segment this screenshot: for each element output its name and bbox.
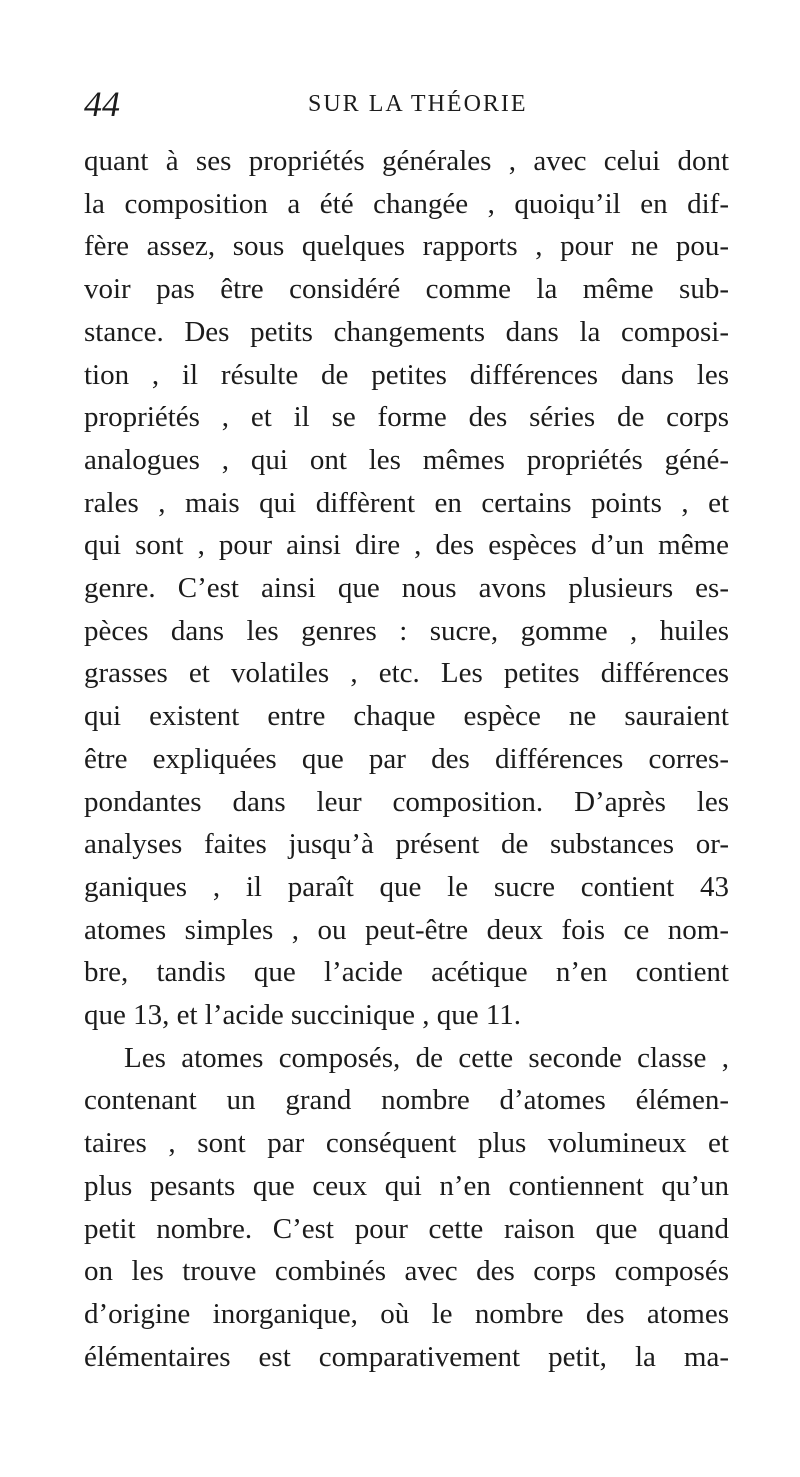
text-line: fère assez, sous quelques rapports , pour ne pou-	[84, 230, 729, 263]
text-line: ganiques , il paraît que le sucre contient 43	[84, 870, 729, 903]
text-line: que 13, et l’acide succinique , que 11.	[84, 999, 521, 1032]
text-line: pèces dans les genres : sucre, gomme , huiles	[84, 614, 729, 647]
text-line: genre. C’est ainsi que nous avons plusieurs es-	[84, 572, 729, 605]
text-line: bre, tandis que l’acide acétique n’en contient	[84, 956, 729, 989]
text-line: pondantes dans leur composition. D’après les	[84, 785, 729, 818]
text-line: analogues , qui ont les mêmes propriétés géné-	[84, 443, 729, 476]
page-header	[84, 84, 724, 124]
text-line: petit nombre. C’est pour cette raison que quand	[84, 1212, 729, 1245]
text-line: rales , mais qui diffèrent en certains points , et	[84, 486, 729, 519]
text-line: contenant un grand nombre d’atomes élémen-	[84, 1084, 729, 1117]
text-line: taires , sont par conséquent plus volumineux et	[84, 1127, 729, 1160]
text-line: plus pesants que ceux qui n’en contiennent qu’un	[84, 1169, 729, 1202]
text-line: atomes simples , ou peut-être deux fois ce nom-	[84, 913, 729, 946]
text-line: analyses faites jusqu’à présent de substances or-	[84, 828, 729, 861]
text-line: quant à ses propriétés générales , avec celui dont	[84, 145, 729, 177]
text-line: stance. Des petits changements dans la composi-	[84, 315, 729, 348]
running-title: SUR LA THÉORIE	[308, 91, 528, 117]
page-number: 44	[84, 84, 120, 124]
text-line: grasses et volatiles , etc. Les petites différences	[84, 657, 729, 690]
text-line: on les trouve combinés avec des corps composés	[84, 1255, 729, 1288]
body-text	[84, 140, 729, 1378]
text-line: être expliquées que par des différences corres-	[84, 742, 729, 775]
text-line: tion , il résulte de petites différences dans les	[84, 358, 729, 391]
text-line: propriétés , et il se forme des séries de corps	[84, 401, 729, 434]
text-line: voir pas être considéré comme la même sub-	[84, 273, 729, 306]
text-line: qui existent entre chaque espèce ne sauraient	[84, 700, 729, 733]
text-line: élémentaires est comparativement petit, la ma-	[84, 1340, 729, 1373]
text-line: qui sont , pour ainsi dire , des espèces d’un même	[84, 529, 729, 562]
text-line: d’origine inorganique, où le nombre des atomes	[84, 1297, 729, 1330]
text-line: Les atomes composés, de cette seconde classe ,	[124, 1041, 729, 1074]
text-line: la composition a été changée , quoiqu’il en dif-	[84, 187, 729, 220]
